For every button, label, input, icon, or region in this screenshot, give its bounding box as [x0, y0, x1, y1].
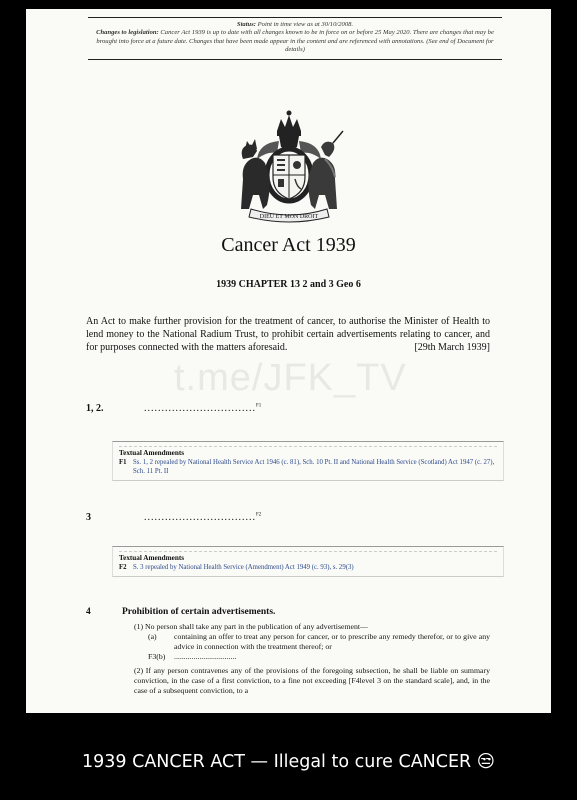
repealed-dots: ................................	[144, 403, 256, 414]
royal-assent-date: [29th March 1939]	[414, 341, 490, 353]
crest-motto: DIEU ET MON DROIT	[259, 214, 319, 220]
amendment-box-f2	[112, 546, 504, 577]
changes-label: Changes to legislation:	[96, 29, 159, 37]
document-page	[26, 9, 551, 713]
footnote-ref[interactable]: F2	[256, 512, 262, 518]
changes-text: Cancer Act 1939 is up to date with all changes known to be in force on or before 25 May 2020. There are changes that may be brought into force at a future date. Changes that have been made appear in the content and are referenced with annotations. (See end of Document for details)	[96, 29, 494, 54]
chapter-number: 1939 CHAPTER 13 2 and 3 Geo 6	[216, 279, 361, 290]
amendment-code: F2	[119, 564, 127, 571]
paragraph-text: containing an offer to treat any person for cancer, or to prescribe any remedy therefor, or to give any advice in connection with the treatment thereof; or	[174, 632, 490, 651]
paragraph-label: F3(b)	[148, 652, 166, 661]
status-label: Status:	[236, 21, 256, 28]
paragraph-label: (a)	[148, 632, 157, 641]
amendment-box-f1	[112, 441, 504, 481]
section-title: Prohibition of certain advertisements.	[122, 607, 276, 617]
amendment-text[interactable]: Ss. 1, 2 repealed by National Health Service Act 1946 (c. 81), Sch. 10 Pt. II and National Health Service (Scotland) Act 1947 (c. 27), Sch. 11 Pt. II	[133, 459, 495, 475]
amendment-code: F1	[119, 459, 127, 466]
amendment-heading: Textual Amendments	[119, 551, 497, 563]
section-number: 1, 2.	[86, 403, 104, 414]
section-number: 4	[86, 607, 91, 617]
paragraph-a	[148, 632, 490, 652]
post-caption: 1939 CANCER ACT — Illegal to cure CANCER 😒	[82, 752, 495, 772]
paragraph-text: ................................	[174, 652, 237, 661]
footnote-ref[interactable]: F1	[256, 403, 262, 409]
amendment-heading: Textual Amendments	[119, 446, 497, 458]
section-4-body	[134, 622, 490, 696]
watermark: t.me/JFK_TV	[174, 357, 407, 399]
repealed-dots: ................................	[144, 512, 256, 523]
long-title	[86, 316, 490, 354]
document-title: Cancer Act 1939	[221, 234, 356, 256]
status-box	[88, 17, 502, 60]
section-1-2	[86, 403, 490, 414]
section-3	[86, 512, 490, 523]
subsection-1: (1) No person shall take any part in the publication of any advertisement—	[134, 622, 368, 631]
paragraph-b	[148, 652, 490, 662]
section-number: 3	[86, 512, 91, 523]
long-title-text: An Act to make further provision for the treatment of cancer, to authorise the Minister of Health to lend money to the National Radium Trust, to prohibit certain advertisements relating to cancer, and for purposes connected with the matters aforesaid.	[86, 316, 490, 353]
amendment-text[interactable]: S. 3 repealed by National Health Service (Amendment) Act 1949 (c. 93), s. 29(3)	[133, 564, 354, 571]
status-text: Point in time view as at 30/10/2008.	[257, 21, 354, 28]
royal-coat-of-arms-icon	[229, 109, 349, 225]
section-4-heading	[86, 607, 275, 617]
subsection-2: (2) If any person contravenes any of the provisions of the foregoing subsection, he shall be liable on summary conviction, in the case of a first conviction, to a fine not exceeding [F4level 3 on the standard scale], and, in the case of a subsequent conviction, to a	[134, 666, 490, 695]
